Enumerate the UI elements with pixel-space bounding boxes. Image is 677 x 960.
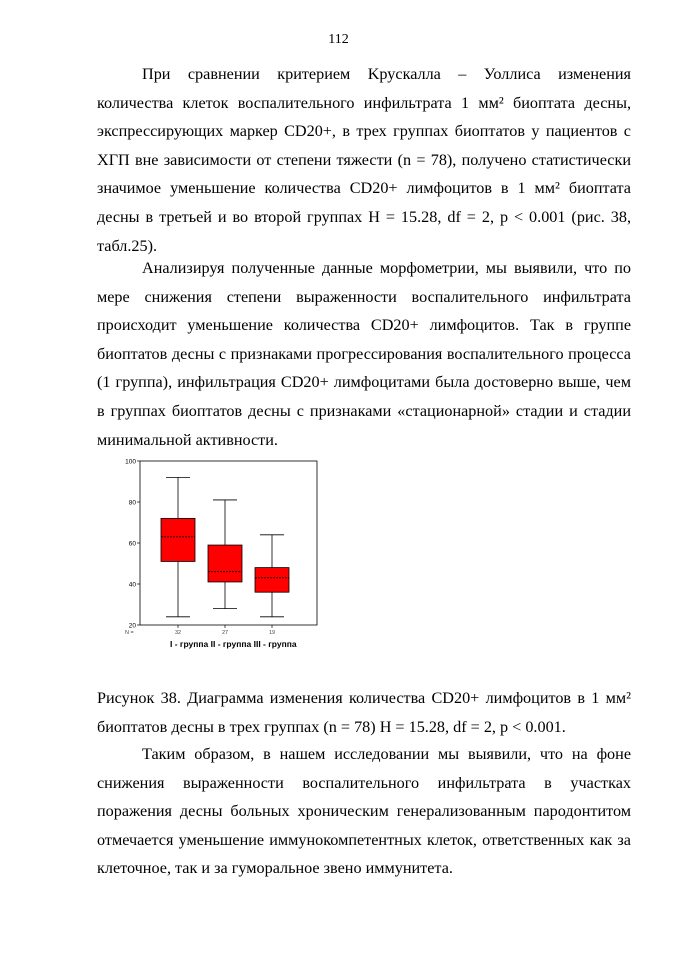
y-tick-label-1: 40 <box>128 581 136 589</box>
y-tick-label-4: 100 <box>125 458 136 466</box>
box-2 <box>255 568 289 593</box>
box-0 <box>161 518 195 561</box>
n-value-1: 27 <box>221 630 229 636</box>
y-tick-label-3: 80 <box>128 499 136 507</box>
paragraph-2-text: Анализируя полученные данные морфометрии, мы выявили, что по мере снижения степени выраженности воспалительного инфильтрата происходит уменьшение количества CD20+ лимфоцитов. Так в группе биоптатов десны с признаками прогрессирования воспалительного процесса (1 группа), инфильтрация CD20+ лимфоцитами была достоверно выше, чем в группах биоптатов десны с признаками «стационарной» стадии и стадии минимальной активности. <box>97 259 631 449</box>
n-value-0: 32 <box>174 630 182 636</box>
y-tick-label-0: 20 <box>128 622 136 630</box>
paragraph-2 <box>97 254 631 454</box>
paragraph-1 <box>97 60 631 260</box>
box-1 <box>208 545 242 582</box>
paragraph-1-text: При сравнении критерием Kрускалла – Уоллиса изменения количества клеток воспалительного инфильтрата 1 мм² биоптата десны, экспрессирующих маркер CD20+, в трех группах биоптатов у пациентов с ХГП вне зависимости от степени тяжести (n = 78), получено статистически значимое уменьшение количества CD20+ лимфоцитов в 1 мм² биоптата десны в третьей и во второй группах H = 15.28, df = 2, p < 0.001 (рис. 38, табл.25). <box>97 65 631 255</box>
boxplot-chart <box>115 453 325 658</box>
category-labels: I - группа II - группа III - группа <box>170 639 297 649</box>
boxplot-svg <box>115 453 325 658</box>
y-tick-label-2: 60 <box>128 540 136 548</box>
paragraph-3 <box>97 740 631 883</box>
n-value-2: 19 <box>268 630 276 636</box>
figure-caption: Рисунок 38. Диаграмма изменения количества CD20+ лимфоцитов в 1 мм² биоптатов десны в трех группах (n = 78) H = 15.28, df = 2, p < 0.001. <box>97 689 631 736</box>
n-label: N = <box>125 630 134 636</box>
paragraph-3-text: Таким образом, в нашем исследовании мы выявили, что на фоне снижения выраженности воспалительного инфильтрата в участках поражения десны больных хроническим генерализованным пародонтитом отмечается уменьшение иммунокомпетентных клеток, ответственных как за клеточное, так и за гуморальное звено иммунитета. <box>97 745 631 878</box>
page-number: 112 <box>328 32 349 47</box>
